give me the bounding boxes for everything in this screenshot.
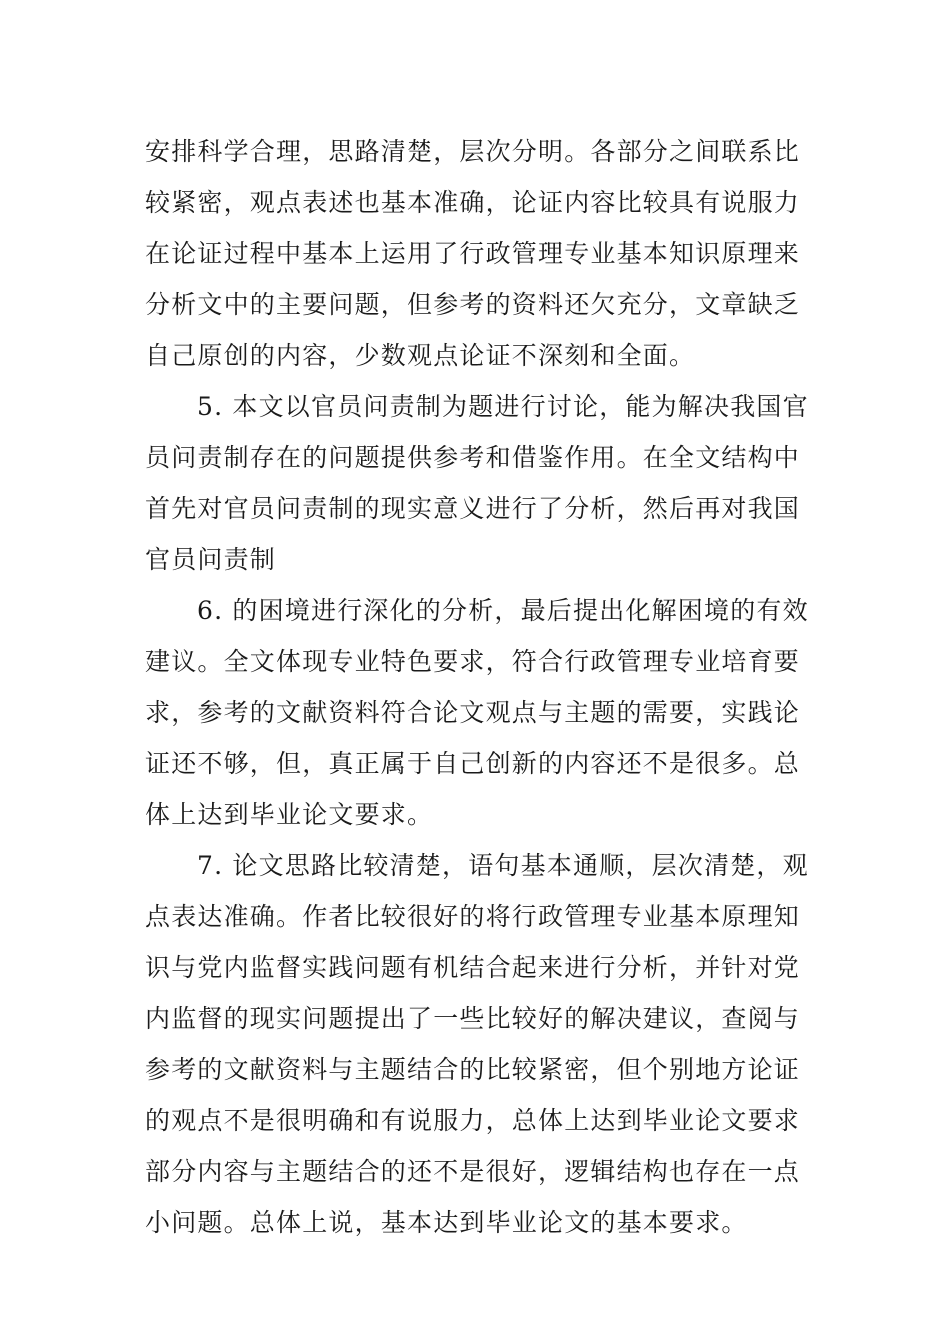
text-line: 较紧密，观点表述也基本准确，论证内容比较具有说服力	[145, 188, 801, 217]
text-line: 识与党内监督实践问题有机结合起来进行分析，并针对党	[145, 953, 801, 982]
text-line: 建议。全文体现专业特色要求，符合行政管理专业培育要	[145, 647, 801, 676]
text-line: 安排科学合理，思路清楚，层次分明。各部分之间联系比	[145, 137, 801, 166]
text-line: 员问责制存在的问题提供参考和借鉴作用。在全文结构中	[145, 443, 801, 472]
text-line: 在论证过程中基本上运用了行政管理专业基本知识原理来	[145, 239, 801, 268]
text-line: 证还不够，但，真正属于自己创新的内容还不是很多。总	[145, 749, 801, 778]
text-line: 官员问责制	[145, 545, 277, 574]
paragraph-5-first-line: 5. 本文以官员问责制为题进行讨论，能为解决我国官	[197, 392, 809, 421]
text-line: 分析文中的主要问题，但参考的资料还欠充分，文章缺乏	[145, 290, 801, 319]
text-line: 自己原创的内容，少数观点论证不深刻和全面。	[145, 341, 696, 370]
document-body	[145, 126, 815, 1248]
text-line: 体上达到毕业论文要求。	[145, 800, 434, 829]
text-line: 求，参考的文献资料符合论文观点与主题的需要，实践论	[145, 698, 801, 727]
text-line: 小问题。总体上说，基本达到毕业论文的基本要求。	[145, 1208, 748, 1237]
text-line: 部分内容与主题结合的还不是很好，逻辑结构也存在一点	[145, 1157, 801, 1186]
paragraph-7-first-line: 7. 论文思路比较清楚，语句基本通顺，层次清楚，观	[197, 851, 809, 880]
text-line: 点表达准确。作者比较很好的将行政管理专业基本原理知	[145, 902, 801, 931]
paragraph-6-first-line: 6. 的困境进行深化的分析，最后提出化解困境的有效	[197, 596, 809, 625]
text-line: 内监督的现实问题提出了一些比较好的解决建议，查阅与	[145, 1004, 801, 1033]
text-line: 首先对官员问责制的现实意义进行了分析，然后再对我国	[145, 494, 801, 523]
text-line: 的观点不是很明确和有说服力，总体上达到毕业论文要求	[145, 1106, 801, 1135]
text-line: 参考的文献资料与主题结合的比较紧密，但个别地方论证	[145, 1055, 801, 1084]
